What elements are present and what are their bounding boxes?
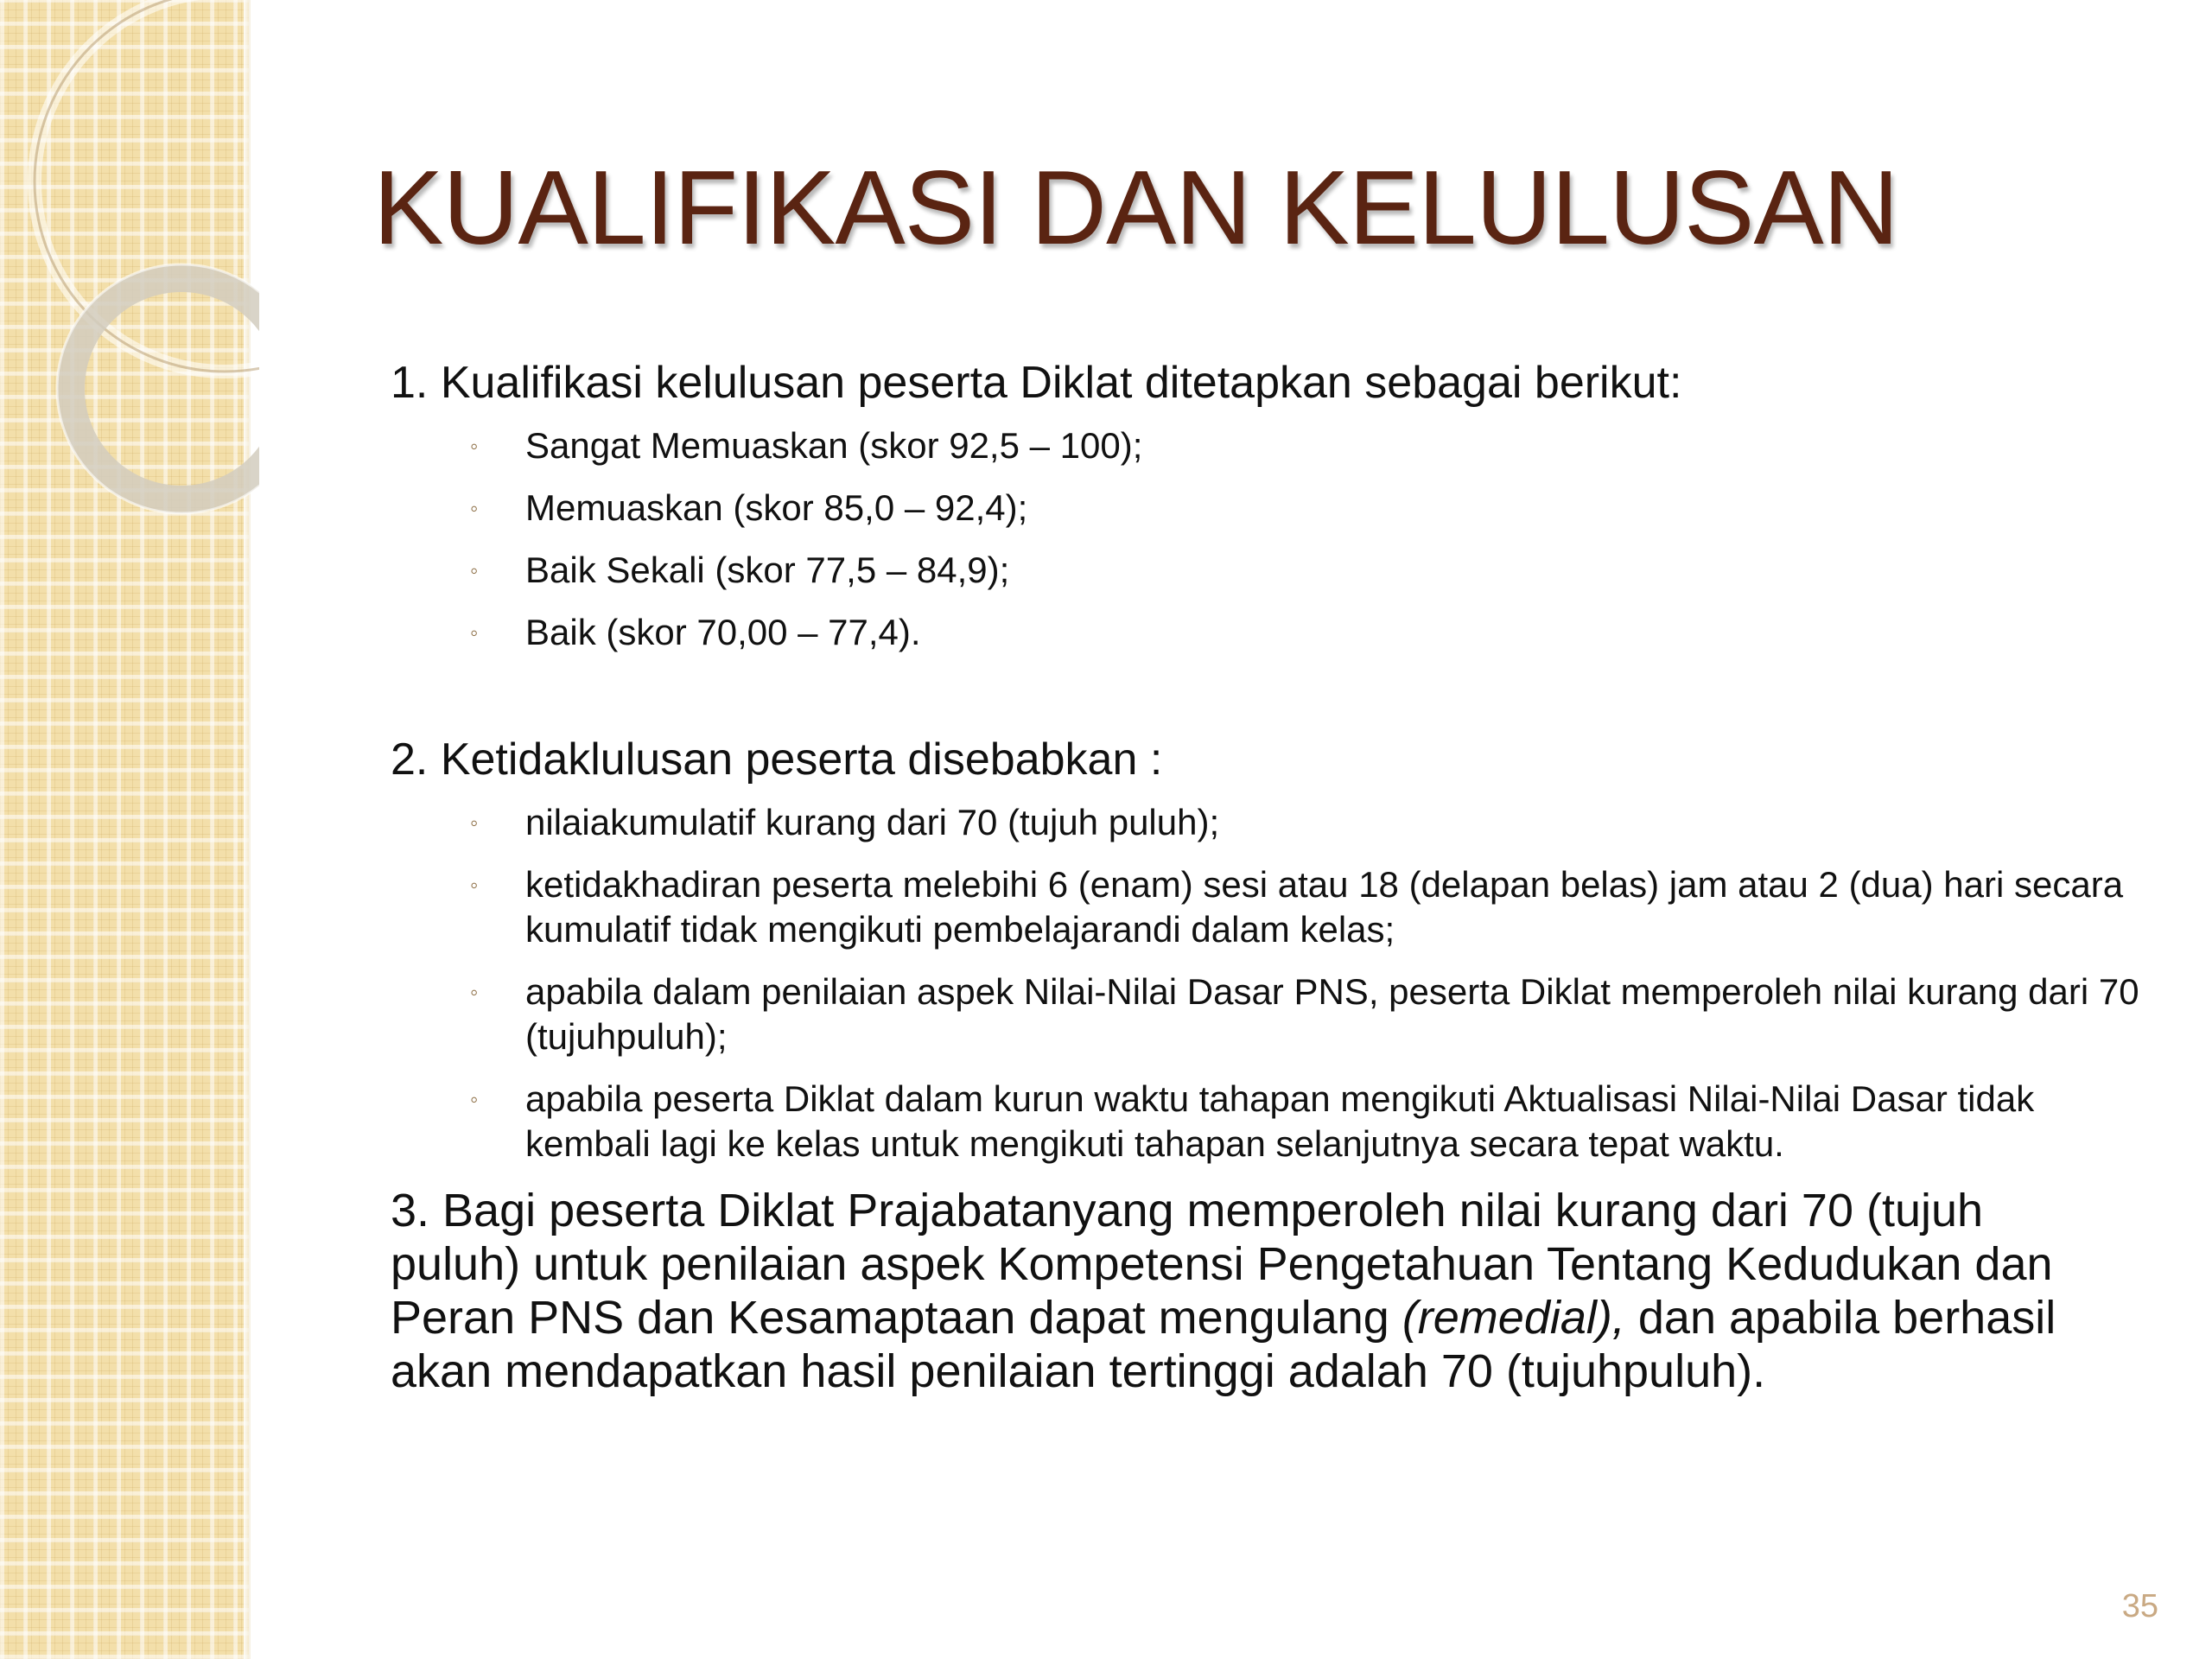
- bullet-icon: ◦: [470, 810, 479, 836]
- section-3-paragraph: [391, 1184, 2119, 1398]
- section-2-list: [391, 800, 2145, 1166]
- slide-title: KUALIFIKASI DAN KELULUSAN: [373, 149, 1898, 266]
- large-ring-inner: [35, 0, 259, 372]
- slide-content: [391, 354, 2145, 1445]
- section-1-heading: 1. Kualifikasi kelulusan peserta Diklat ditetapkan sebagai berikut:: [391, 358, 1682, 408]
- bullet-icon: ◦: [470, 433, 479, 459]
- bullet-icon: ◦: [470, 557, 479, 583]
- section-3-text: 3. Bagi peserta Diklat Prajabatanyang memperoleh nilai kurang dari 70 (tujuh puluh) untuk penilaian aspek Kompetensi Pengetahuan Tentang Kedudukan dan Peran PNS dan Kesamaptaan dapat mengulang: [391, 1185, 2053, 1344]
- bullet-icon: ◦: [470, 495, 479, 521]
- list-item-text: Baik (skor 70,00 – 77,4).: [525, 612, 921, 652]
- list-item-text: nilaiakumulatif kurang dari 70 (tujuh puluh);: [525, 802, 1220, 842]
- section-spacer: [391, 672, 2145, 731]
- small-ring: [71, 278, 259, 499]
- bullet-icon: ◦: [470, 872, 479, 898]
- list-item: [391, 862, 2145, 952]
- bullet-icon: ◦: [470, 979, 479, 1005]
- bullet-icon: ◦: [470, 620, 479, 645]
- list-item-text: Baik Sekali (skor 77,5 – 84,9);: [525, 550, 1010, 590]
- bullet-icon: ◦: [470, 1086, 479, 1112]
- list-item: [391, 1077, 2145, 1166]
- slide-number: 35: [2121, 1588, 2158, 1624]
- section-3-italic-text: (remedial),: [1402, 1292, 1625, 1344]
- list-item: [391, 548, 2145, 593]
- list-item: [391, 800, 2145, 845]
- list-item-text: apabila peserta Diklat dalam kurun waktu tahapan mengikuti Aktualisasi Nilai-Nilai Dasar tidak kembali lagi ke kelas untuk mengikuti tahapan selanjutnya secara tepat waktu.: [525, 1078, 2035, 1164]
- section-2-heading: 2. Ketidaklulusan peserta disebabkan :: [391, 734, 1163, 785]
- list-item: [391, 486, 2145, 531]
- list-item-text: apabila dalam penilaian aspek Nilai-Nilai Dasar PNS, peserta Diklat memperoleh nilai kurang dari 70 (tujuhpuluh);: [525, 971, 2139, 1057]
- list-item-text: Memuaskan (skor 85,0 – 92,4);: [525, 487, 1028, 528]
- decorative-rings: [0, 0, 259, 553]
- list-item-text: Sangat Memuaskan (skor 92,5 – 100);: [525, 425, 1143, 466]
- section-1-list: [391, 423, 2145, 655]
- list-item-text: ketidakhadiran peserta melebihi 6 (enam) sesi atau 18 (delapan belas) jam atau 2 (dua) hari secara kumulatif tidak mengikuti pembelajarandi dalam kelas;: [525, 864, 2124, 950]
- list-item: [391, 423, 2145, 468]
- list-item: [391, 610, 2145, 655]
- large-ring-outer: [35, 0, 259, 372]
- section-3-text-end: dan apabila berhasil akan mendapatkan hasil penilaian tertinggi adalah 70 (tujuhpuluh).: [391, 1292, 2056, 1397]
- list-item: [391, 969, 2145, 1059]
